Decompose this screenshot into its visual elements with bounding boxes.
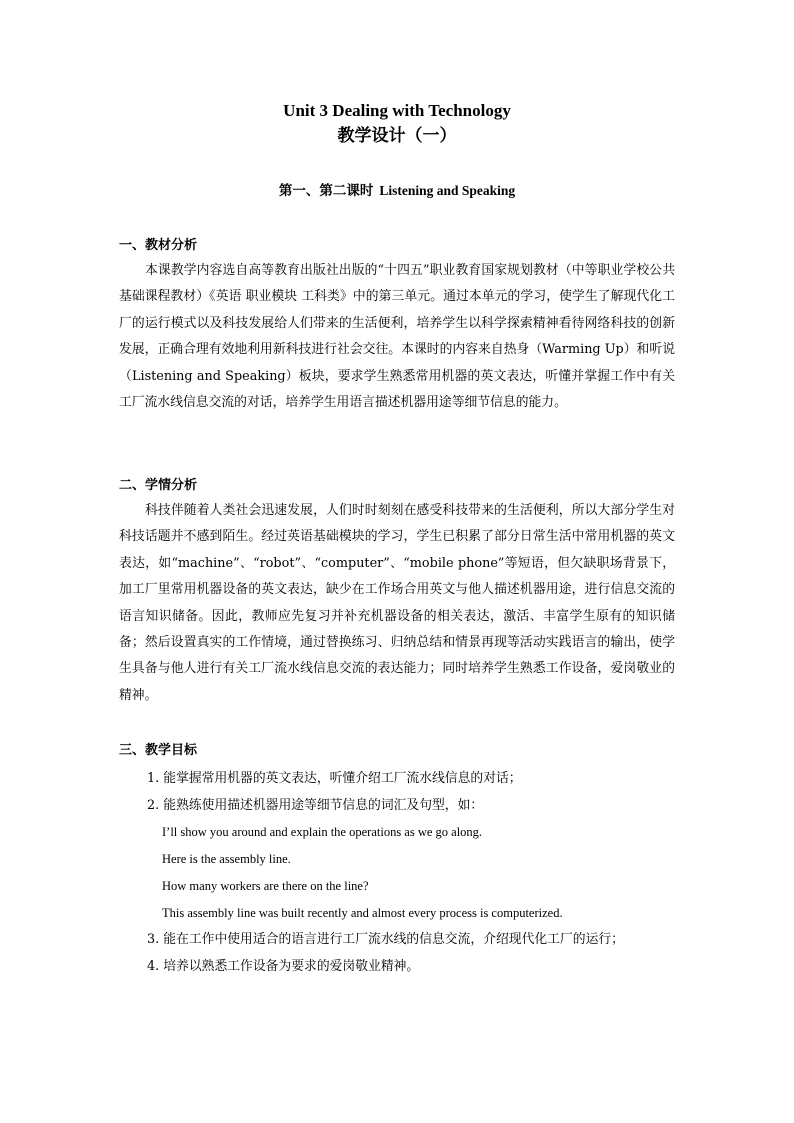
example-sentence-2: Here is the assembly line. (162, 852, 291, 866)
section-heading-learner-analysis: 二、学情分析 (119, 478, 198, 493)
objective-item-4: 4. 培养以熟悉工作设备为要求的爱岗敬业精神。 (147, 959, 420, 974)
section-heading-teaching-objectives: 三、教学目标 (119, 743, 198, 758)
subtitle-en: Listening and Speaking (379, 183, 516, 198)
section-text-learner-analysis: 科技伴随着人类社会迅速发展，人们时时刻刻在感受科技带来的生活便利，所以大部分学生对科技话题并不感到陌生。经过英语基础模块的学习，学生已积累了部分日常生活中常用机器的英文表达，如“machine”、“robot”、“computer”、“mobile phone”等短语，但欠缺职场背景下，加工厂里常用机器设备的英文表达，缺少在工作场合用英文与他人描述机器用途，进行信息交流的语言知识储备。因此，教师应先复习并补充机器设备的相关表达，激活、丰富学生原有的知识储备；然后设置真实的工作情境，通过替换练习、归纳总结和情景再现等活动实践语言的输出，使学生具备与他人进行有关工厂流水线信息交流的表达能力；同时培养学生熟悉工作设备，爱岗敬业的精神。 (119, 503, 675, 703)
document-title-cn: 教学设计（一） (337, 126, 457, 146)
section-heading-material-analysis: 一、教材分析 (119, 238, 198, 253)
objective-item-1: 1. 能掌握常用机器的英文表达，听懂介绍工厂流水线信息的对话； (147, 771, 522, 786)
objective-item-3: 3. 能在工作中使用适合的语言进行工厂流水线的信息交流，介绍现代化工厂的运行； (147, 932, 624, 947)
example-sentence-1: I’ll show you around and explain the operations as we go along. (162, 825, 483, 839)
objective-item-2: 2. 能熟练使用描述机器用途等细节信息的词汇及句型，如： (147, 798, 484, 813)
document-title-en: Unit 3 Dealing with Technology (283, 101, 511, 120)
lesson-subtitle (0, 181, 794, 201)
example-sentence-4: This assembly line was built recently and almost every process is computerized. (162, 906, 563, 920)
subtitle-cn: 第一、第二课时 (278, 183, 374, 199)
example-sentence-3: How many workers are there on the line? (162, 879, 369, 893)
section-text-material-analysis: 本课教学内容选自高等教育出版社出版的“十四五”职业教育国家规划教材（中等职业学校公共基础课程教材）《英语 职业模块 工科类》中的第三单元。通过本单元的学习，使学生了解现代化工厂的运行模式以及科技发展给人们带来的生活便利，培养学生以科学探索精神看待网络科技的创新发展，正确合理有效地利用新科技进行社会交往。本课时的内容来自热身（Warming Up）和听说（Listening and Speaking）板块，要求学生熟悉常用机器的英文表达，听懂并掌握工作中有关工厂流水线信息交流的对话，培养学生用语言描述机器用途等细节信息的能力。 (119, 263, 675, 411)
